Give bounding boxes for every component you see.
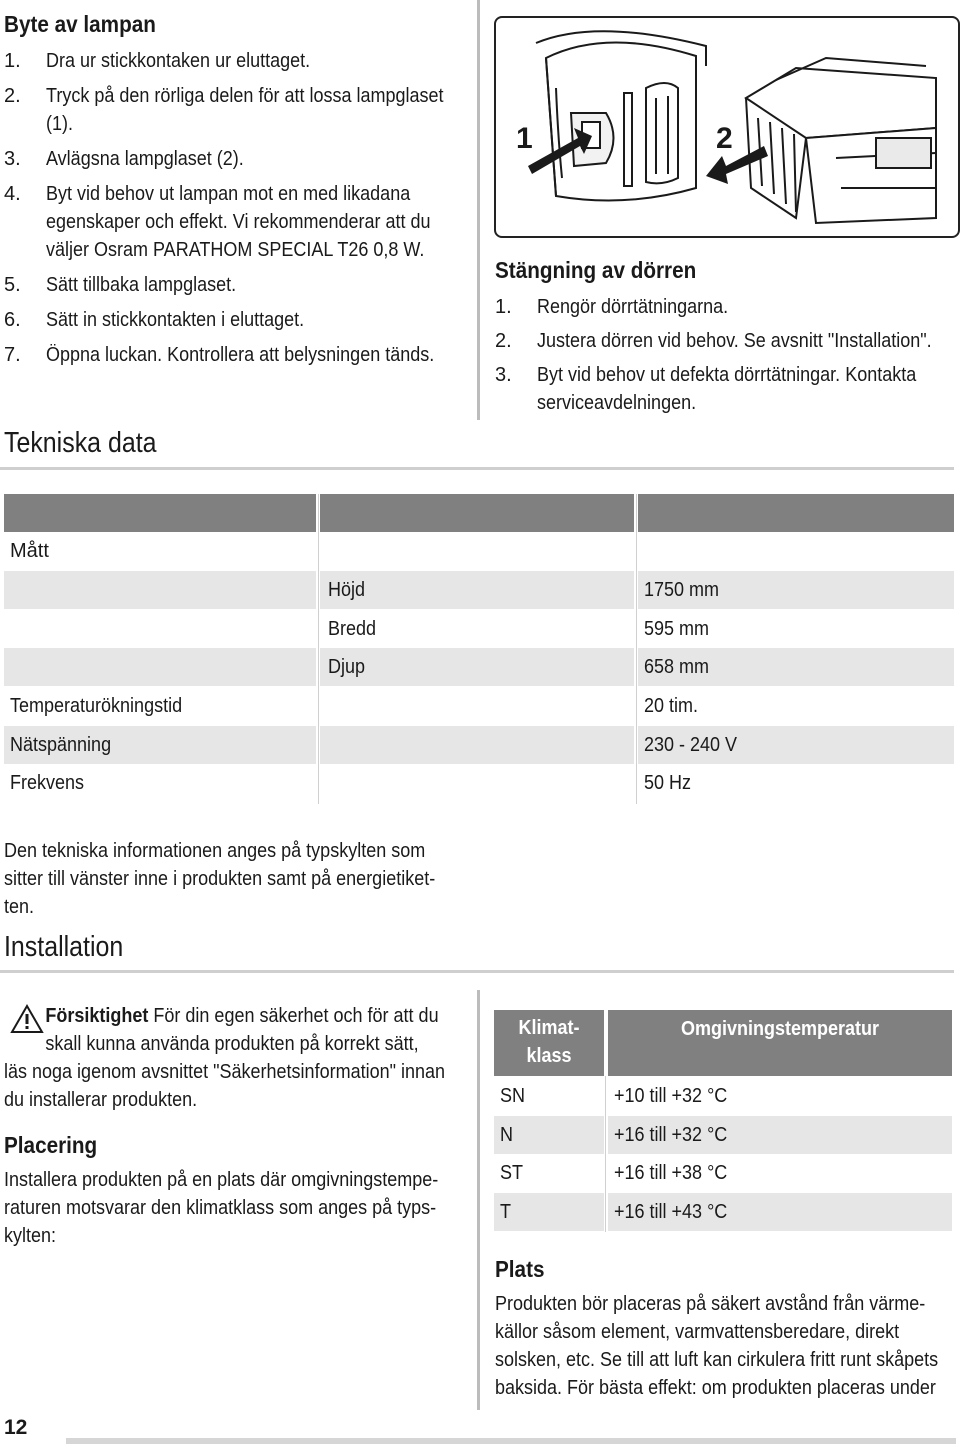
table-cell: 230 - 240 V bbox=[644, 734, 738, 756]
figure-label-1: 1 bbox=[516, 122, 533, 155]
table-cell: Djup bbox=[328, 656, 366, 678]
climate-table bbox=[494, 1010, 952, 1232]
door-section-title: Stängning av dörren bbox=[495, 257, 697, 283]
column-separator-line bbox=[605, 1076, 606, 1232]
table-cell: SN bbox=[500, 1085, 526, 1107]
column-divider bbox=[477, 990, 480, 1410]
table-row-bg bbox=[4, 648, 316, 686]
table-cell: Höjd bbox=[328, 579, 366, 601]
list-item: 5. Sätt tillbaka lampglaset. bbox=[4, 274, 237, 296]
table-cell: Temperaturökningstid bbox=[10, 695, 183, 717]
table-header-cell bbox=[638, 494, 954, 532]
list-item: 2. Tryck på den rörliga delen för att lossa lampglaset (1). bbox=[4, 85, 444, 135]
page-number: 12 bbox=[4, 1416, 28, 1439]
list-item: 1. Rengör dörrtätningarna. bbox=[495, 296, 729, 318]
lamp-illustration bbox=[494, 16, 960, 238]
table-cell: Frekvens bbox=[10, 772, 85, 794]
table-header-temp: Omgivningstemperatur bbox=[608, 1010, 952, 1076]
table-header-cell bbox=[320, 494, 634, 532]
list-item: 6. Sätt in stickkontakten i eluttaget. bbox=[4, 309, 305, 331]
column-divider bbox=[477, 0, 480, 420]
list-item: 3. Byt vid behov ut defekta dörrtätningar. Kontakta serviceavdelningen. bbox=[495, 364, 917, 414]
table-cell: +16 till +38 °C bbox=[614, 1162, 728, 1184]
figure-label-2: 2 bbox=[716, 122, 733, 155]
table-cell: 20 tim. bbox=[644, 695, 699, 717]
tech-data-table bbox=[4, 494, 954, 804]
table-cell: 1750 mm bbox=[644, 579, 720, 601]
door-steps-list bbox=[495, 293, 955, 417]
lamp-steps-list bbox=[4, 47, 474, 369]
table-cell: Mått bbox=[10, 540, 49, 562]
tech-section-title: Tekniska data bbox=[4, 427, 157, 459]
table-cell: 658 mm bbox=[644, 656, 710, 678]
installation-title: Installation bbox=[4, 931, 124, 963]
table-cell: +16 till +32 °C bbox=[614, 1124, 728, 1146]
footer-bar bbox=[66, 1438, 956, 1444]
plats-text: Produkten bör placeras på säkert avstånd från värme- källor såsom element, varmvattensberedare, direkt solsken, etc. Se till att luft kan cirkulera fritt runt skåpets baksida. För bästa effekt: om produkten placeras under bbox=[495, 1293, 939, 1399]
list-item: 7. Öppna luckan. Kontrollera att belysningen tänds. bbox=[4, 344, 435, 366]
list-item: 1. Dra ur stickkontaken ur eluttaget. bbox=[4, 50, 311, 72]
column-separator-line bbox=[318, 494, 319, 804]
table-cell: +10 till +32 °C bbox=[614, 1085, 728, 1107]
list-item: 3. Avlägsna lampglaset (2). bbox=[4, 148, 244, 170]
table-cell: 595 mm bbox=[644, 618, 710, 640]
placering-title: Placering bbox=[4, 1132, 98, 1158]
warning-text: Försiktighet För din egen säkerhet och för att du skall kunna använda produkten på korrekt sätt, läs noga igenom avsnittet "Säkerhetsinformation" innan du installerar produkten. bbox=[4, 1005, 446, 1111]
table-cell: Bredd bbox=[328, 618, 377, 640]
lamp-diagram-svg bbox=[496, 18, 958, 236]
list-item: 4. Byt vid behov ut lampan mot en med likadana egenskaper och effekt. Vi rekommenderar att du väljer Osram PARATHOM SPECIAL T26 0,8 W. bbox=[4, 183, 431, 261]
table-row-bg bbox=[320, 571, 634, 609]
placering-text: Installera produkten på en plats där omgivningstempe- raturen motsvarar den klimatklass som anges på typs- kylten: bbox=[4, 1169, 439, 1247]
list-item: 2. Justera dörren vid behov. Se avsnitt "Installation". bbox=[495, 330, 932, 352]
table-cell: 50 Hz bbox=[644, 772, 692, 794]
tech-note: Den tekniska informationen anges på typskylten som sitter till vänster inne i produkten samt på energietiket- ten. bbox=[4, 840, 436, 918]
table-row-bg bbox=[320, 726, 634, 764]
section-rule bbox=[0, 970, 954, 973]
table-cell: N bbox=[500, 1124, 514, 1146]
table-row-bg bbox=[320, 648, 634, 686]
warning-label: Försiktighet bbox=[45, 1005, 149, 1027]
table-row-bg bbox=[4, 571, 316, 609]
table-header-klass: Klimat- klass bbox=[494, 1010, 604, 1076]
plats-title: Plats bbox=[495, 1256, 545, 1282]
table-cell: ST bbox=[500, 1162, 524, 1184]
column-separator-line bbox=[636, 494, 637, 804]
table-cell: T bbox=[500, 1201, 511, 1223]
section-rule bbox=[0, 467, 954, 470]
table-header-cell bbox=[4, 494, 316, 532]
table-cell: +16 till +43 °C bbox=[614, 1201, 728, 1223]
table-cell: Nätspänning bbox=[10, 734, 112, 756]
lamp-section-title: Byte av lampan bbox=[4, 11, 156, 37]
